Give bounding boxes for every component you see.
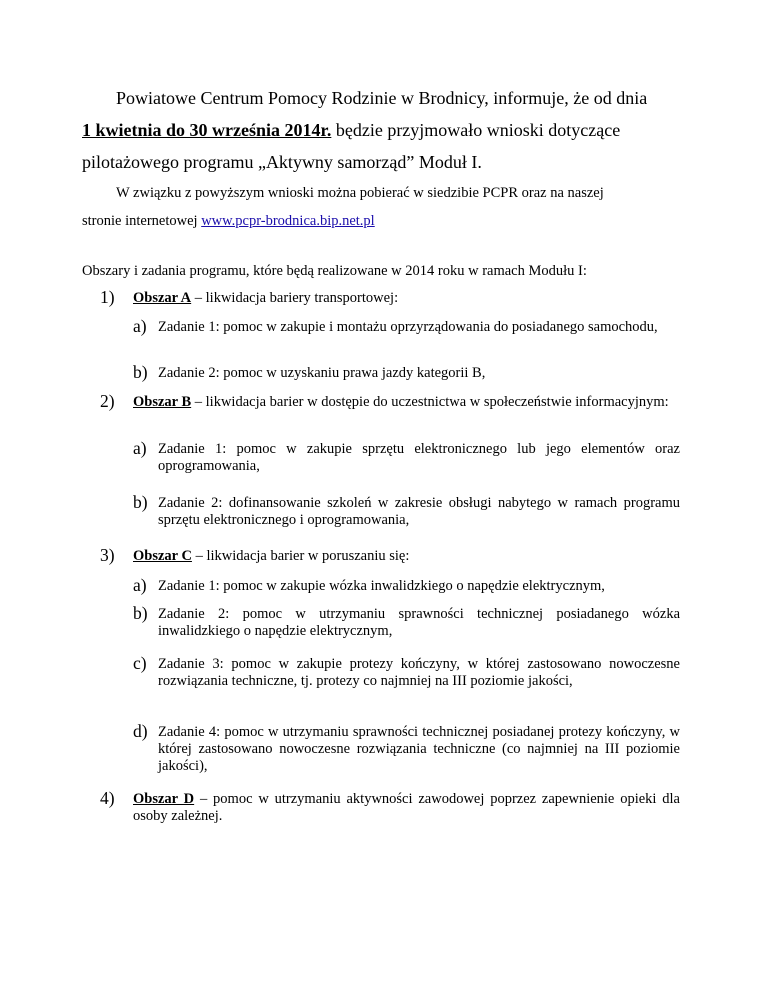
intro-line-2 [82,114,692,146]
area-item [100,287,680,307]
task-item [133,492,680,529]
area-description: – pomoc w utrzymaniu aktywności zawodowej poprzez zapewnienie opieki dla osoby zależnej. [133,791,680,824]
task-item [133,438,680,475]
task-letter: b) [133,492,148,512]
task-letter: a) [133,438,147,458]
area-code: Obszar B [133,394,192,410]
task-text: Zadanie 2: pomoc w utrzymaniu sprawności technicznej posiadanego wózka inwalidzkiego o napędzie elektrycznym, [158,606,680,639]
notice-paragraph [82,179,692,235]
intro-paragraph [82,82,692,178]
notice-line-2 [82,207,692,235]
task-item [133,362,680,382]
area-code: Obszar D [133,791,195,807]
task-letter: b) [133,603,148,623]
task-item [133,721,680,775]
intro-line-1: Powiatowe Centrum Pomocy Rodzinie w Brodnicy, informuje, że od dnia [116,88,648,108]
notice-line-1: W związku z powyższym wnioski można pobierać w siedzibie PCPR oraz na naszej [116,185,604,201]
task-text: Zadanie 2: pomoc w uzyskaniu prawa jazdy kategorii B, [158,365,486,381]
area-item [100,788,680,825]
task-item [133,316,680,336]
area-text [133,548,680,565]
intro-date-range: 1 kwietnia do 30 września 2014r. [82,120,332,140]
area-text [133,394,680,411]
task-text: Zadanie 1: pomoc w zakupie i montażu oprzyrządowania do posiadanego samochodu, [158,319,658,335]
area-number: 3) [100,545,115,565]
task-text: Zadanie 1: pomoc w zakupie wózka inwalidzkiego o napędzie elektrycznym, [158,578,605,594]
area-number: 4) [100,788,115,808]
area-item [100,545,680,565]
task-item [133,653,680,690]
area-description: – likwidacja bariery transportowej: [191,290,399,306]
website-link[interactable]: www.pcpr-brodnica.bip.net.pl [201,213,375,229]
intro-line-2-rest: będzie przyjmowało wnioski dotyczące [331,120,621,140]
task-letter: c) [133,653,147,673]
task-text: Zadanie 3: pomoc w zakupie protezy kończyny, w której zastosowano nowoczesne rozwiązania techniczne, tj. protezy co najmniej na III poziomie jakości, [158,656,680,689]
intro-line-3: pilotażowego programu „Aktywny samorząd” Moduł I. [82,152,482,172]
task-item [133,575,680,595]
task-letter: d) [133,721,148,741]
area-description: – likwidacja barier w poruszaniu się: [191,548,410,564]
task-item [133,603,680,640]
area-code: Obszar C [133,548,192,564]
area-code: Obszar A [133,290,192,306]
area-number: 1) [100,287,115,307]
task-letter: a) [133,575,147,595]
area-text [133,290,680,307]
task-letter: a) [133,316,147,336]
areas-heading: Obszary i zadania programu, które będą realizowane w 2014 roku w ramach Modułu I: [82,263,587,279]
task-text: Zadanie 1: pomoc w zakupie sprzętu elektronicznego lub jego elementów oraz oprogramowania, [158,441,680,474]
area-text [133,791,680,825]
area-item [100,391,680,411]
area-description: – likwidacja barier w dostępie do uczestnictwa w społeczeństwie informacyjnym: [191,394,669,410]
task-text: Zadanie 2: dofinansowanie szkoleń w zakresie obsługi nabytego w ramach programu sprzętu elektronicznego i oprogramowania, [158,495,680,528]
area-number: 2) [100,391,115,411]
task-text: Zadanie 4: pomoc w utrzymaniu sprawności technicznej posiadanej protezy kończyny, w której zastosowano nowoczesne rozwiązania techniczne (co najmniej na III poziomie jakości), [158,724,680,774]
task-letter: b) [133,362,148,382]
notice-line-2-prefix: stronie internetowej [82,213,202,229]
